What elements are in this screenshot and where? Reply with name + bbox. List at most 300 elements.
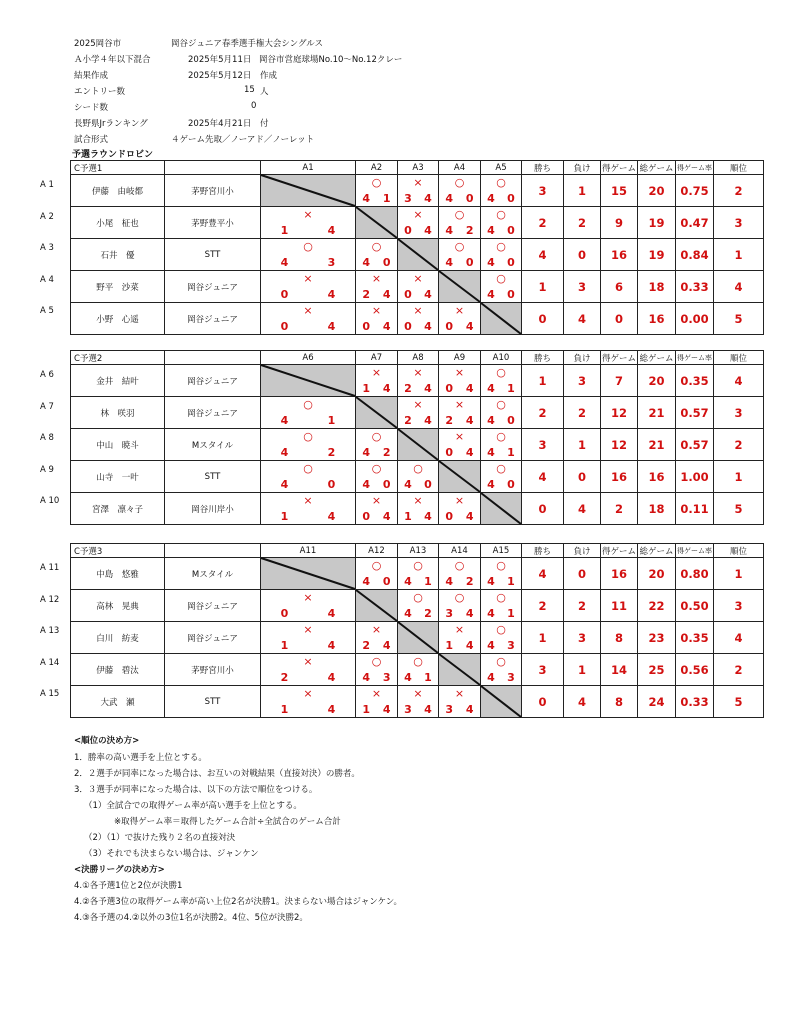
match-result-cell — [481, 365, 522, 397]
player-row — [71, 654, 802, 686]
score-opponent: 4 — [424, 414, 432, 427]
opponent-header: A7 — [356, 351, 398, 365]
score-opponent: 4 — [382, 288, 391, 301]
score-own: 4 — [404, 575, 412, 588]
final-rules-title: <決勝リーグの決め方> — [74, 865, 165, 875]
score-opponent: 4 — [424, 320, 432, 333]
score-own: 0 — [362, 320, 371, 333]
games-won: 6 — [601, 271, 638, 303]
score-opponent: 4 — [382, 382, 391, 395]
player-label: A 11 — [40, 563, 60, 573]
win-mark-icon: ○ — [496, 559, 506, 572]
self-match-cell — [439, 271, 481, 303]
match-score — [439, 447, 480, 459]
score-own: 4 — [487, 288, 495, 301]
rank: 2 — [714, 654, 764, 686]
player-name: 高林 晃典 — [71, 590, 165, 622]
score-opponent: 1 — [507, 607, 515, 620]
tournament-year: 2025岡谷市 — [74, 39, 122, 49]
games-won: 9 — [601, 207, 638, 239]
match-score — [439, 193, 480, 205]
match-score — [439, 321, 480, 333]
player-row — [71, 271, 802, 303]
score-own: 2 — [280, 671, 289, 684]
games-won: 0 — [601, 303, 638, 335]
score-own: 0 — [445, 510, 454, 523]
score-opponent: 1 — [327, 414, 336, 427]
match-result-cell — [356, 365, 398, 397]
rank-rule: ※取得ゲーム率＝取得したゲーム合計÷全試合のゲーム合計 — [114, 817, 341, 827]
wins: 0 — [522, 493, 564, 525]
match-result-cell — [439, 622, 481, 654]
match-score — [481, 257, 521, 269]
win-mark-icon: ○ — [371, 240, 382, 253]
loss-mark-icon: × — [303, 623, 313, 636]
match-result-cell — [398, 303, 439, 335]
ranking-suffix: 付 — [260, 119, 269, 129]
score-own: 4 — [445, 224, 454, 237]
games-total: 19 — [638, 239, 676, 271]
score-opponent: 4 — [424, 288, 432, 301]
score-opponent: 3 — [327, 256, 336, 269]
player-name: 小尾 柾也 — [71, 207, 165, 239]
match-result-cell — [261, 686, 356, 718]
games-total: 24 — [638, 686, 676, 718]
score-own: 0 — [445, 446, 454, 459]
rank: 5 — [714, 303, 764, 335]
score-own: 4 — [487, 478, 495, 491]
wins: 3 — [522, 429, 564, 461]
wins: 0 — [522, 303, 564, 335]
games-won: 16 — [601, 461, 638, 493]
rank: 2 — [714, 175, 764, 207]
self-match-cell — [398, 429, 439, 461]
match-score — [439, 576, 480, 588]
games-total: 21 — [638, 429, 676, 461]
match-score — [356, 576, 397, 588]
win-mark-icon: ○ — [303, 398, 313, 411]
match-result-cell — [439, 239, 481, 271]
self-match-cell — [481, 686, 522, 718]
ranking-label: 長野県Jrランキング — [74, 119, 148, 129]
match-result-cell — [356, 654, 398, 686]
match-score — [261, 672, 355, 684]
losses: 2 — [564, 397, 601, 429]
score-opponent: 1 — [507, 575, 515, 588]
score-opponent: 4 — [465, 607, 474, 620]
final-rule: 4.①各予選1位と2位が決勝1 — [74, 881, 183, 891]
match-result-cell — [481, 239, 522, 271]
stat-header: 順位 — [714, 351, 764, 365]
match-score — [398, 289, 438, 301]
score-opponent: 0 — [382, 256, 391, 269]
player-name: 野平 沙菜 — [71, 271, 165, 303]
match-score — [481, 193, 521, 205]
games-total: 21 — [638, 397, 676, 429]
player-club: 岡谷ジュニア — [165, 590, 261, 622]
win-mark-icon: ○ — [496, 272, 506, 285]
player-club: 岡谷川岸小 — [165, 493, 261, 525]
loss-mark-icon: × — [303, 591, 313, 604]
losses: 1 — [564, 175, 601, 207]
match-result-cell — [356, 303, 398, 335]
match-score — [481, 289, 521, 301]
match-result-cell — [398, 686, 439, 718]
loss-mark-icon: × — [303, 208, 313, 221]
games-won: 16 — [601, 558, 638, 590]
opponent-header: A1 — [261, 161, 356, 175]
match-result-cell — [261, 461, 356, 493]
score-opponent: 4 — [424, 703, 432, 716]
score-own: 4 — [487, 224, 495, 237]
rank: 3 — [714, 397, 764, 429]
match-result-cell — [398, 397, 439, 429]
games-total: 23 — [638, 622, 676, 654]
rank: 5 — [714, 493, 764, 525]
loss-mark-icon: × — [454, 494, 465, 507]
games-won: 7 — [601, 365, 638, 397]
score-own: 4 — [445, 575, 454, 588]
wins: 4 — [522, 558, 564, 590]
player-club: 茅野宮川小 — [165, 175, 261, 207]
score-own: 2 — [362, 288, 371, 301]
player-row — [71, 175, 802, 207]
entry-unit: 人 — [260, 87, 269, 97]
match-result-cell — [261, 429, 356, 461]
score-opponent: 4 — [465, 320, 474, 333]
match-score — [261, 321, 355, 333]
wins: 1 — [522, 271, 564, 303]
losses: 3 — [564, 365, 601, 397]
self-match-cell — [356, 207, 398, 239]
score-own: 4 — [487, 382, 495, 395]
score-own: 4 — [280, 446, 289, 459]
score-own: 0 — [280, 607, 289, 620]
player-name: 白川 紡麦 — [71, 622, 165, 654]
score-opponent: 0 — [507, 414, 515, 427]
match-score — [398, 415, 438, 427]
win-mark-icon: ○ — [496, 462, 506, 475]
self-match-cell — [481, 303, 522, 335]
loss-mark-icon: × — [454, 366, 465, 379]
match-result-cell — [481, 622, 522, 654]
loss-mark-icon: × — [454, 687, 465, 700]
loss-mark-icon: × — [371, 272, 382, 285]
score-own: 4 — [362, 671, 371, 684]
rank-rule: （3）それでも決まらない場合は、ジャンケン — [84, 849, 259, 859]
stat-header: 勝ち — [522, 351, 564, 365]
opponent-header: A8 — [398, 351, 439, 365]
match-result-cell — [439, 365, 481, 397]
stat-header: 得ゲーム — [601, 351, 638, 365]
self-match-cell — [356, 590, 398, 622]
self-match-cell — [261, 365, 356, 397]
losses: 0 — [564, 239, 601, 271]
loss-mark-icon: × — [371, 687, 382, 700]
final-rule: 4.②各予選3位の取得ゲーム率が高い上位2名が決勝1。決まらない場合はジャンケン。 — [74, 897, 403, 907]
match-result-cell — [261, 239, 356, 271]
rank: 4 — [714, 365, 764, 397]
match-result-cell — [261, 271, 356, 303]
match-result-cell — [439, 397, 481, 429]
score-opponent: 4 — [465, 446, 474, 459]
rank: 3 — [714, 590, 764, 622]
wins: 0 — [522, 686, 564, 718]
score-opponent: 4 — [327, 639, 336, 652]
score-own: 4 — [487, 446, 495, 459]
win-mark-icon: ○ — [303, 462, 313, 475]
match-result-cell — [261, 207, 356, 239]
match-result-cell — [398, 271, 439, 303]
score-opponent: 0 — [327, 478, 336, 491]
stat-header: 得ゲーム率 — [676, 351, 714, 365]
score-opponent: 0 — [465, 192, 474, 205]
stat-header: 順位 — [714, 544, 764, 558]
match-result-cell — [398, 461, 439, 493]
match-score — [356, 383, 397, 395]
match-score — [398, 511, 438, 523]
win-mark-icon: ○ — [413, 559, 423, 572]
match-score — [356, 479, 397, 491]
wins: 3 — [522, 654, 564, 686]
loss-mark-icon: × — [371, 304, 382, 317]
games-total: 19 — [638, 207, 676, 239]
rank-rule: 3．３選手が同率になった場合は、以下の方法で順位をつける。 — [74, 785, 318, 795]
win-mark-icon: ○ — [496, 398, 506, 411]
match-result-cell — [356, 558, 398, 590]
score-own: 4 — [487, 256, 495, 269]
match-result-cell — [439, 303, 481, 335]
player-club: 岡谷ジュニア — [165, 397, 261, 429]
score-opponent: 4 — [327, 607, 336, 620]
opponent-header: A9 — [439, 351, 481, 365]
score-own: 1 — [362, 382, 371, 395]
match-score — [356, 447, 397, 459]
group-table — [70, 350, 802, 525]
match-result-cell — [439, 686, 481, 718]
player-club: 岡谷ジュニア — [165, 365, 261, 397]
opponent-header: A13 — [398, 544, 439, 558]
group-name: C予選2 — [71, 351, 165, 365]
section-title: 予選ラウンドロビン — [72, 150, 154, 160]
stat-header: 得ゲーム — [601, 161, 638, 175]
seed-count: 0 — [251, 101, 257, 111]
stat-header: 負け — [564, 544, 601, 558]
player-club: 茅野宮川小 — [165, 654, 261, 686]
match-score — [261, 257, 355, 269]
score-opponent: 4 — [327, 320, 336, 333]
score-own: 4 — [280, 414, 289, 427]
score-opponent: 4 — [465, 703, 474, 716]
opponent-header: A3 — [398, 161, 439, 175]
player-row — [71, 429, 802, 461]
score-own: 4 — [362, 256, 371, 269]
match-score — [439, 415, 480, 427]
player-row — [71, 239, 802, 271]
player-row — [71, 493, 802, 525]
losses: 3 — [564, 271, 601, 303]
player-label: A 6 — [40, 370, 54, 380]
games-won: 12 — [601, 397, 638, 429]
match-score — [481, 640, 521, 652]
win-mark-icon: ○ — [454, 559, 465, 572]
score-opponent: 4 — [424, 224, 432, 237]
match-score — [261, 225, 355, 237]
score-own: 2 — [404, 382, 412, 395]
loss-mark-icon: × — [413, 208, 423, 221]
score-own: 1 — [404, 510, 412, 523]
score-own: 4 — [362, 446, 371, 459]
match-result-cell — [356, 429, 398, 461]
game-rate: 0.35 — [676, 622, 714, 654]
rank: 1 — [714, 239, 764, 271]
game-rate: 0.75 — [676, 175, 714, 207]
stat-header: 総ゲーム — [638, 351, 676, 365]
match-score — [356, 511, 397, 523]
loss-mark-icon: × — [303, 304, 313, 317]
win-mark-icon: ○ — [496, 591, 506, 604]
win-mark-icon: ○ — [496, 240, 506, 253]
score-own: 3 — [445, 607, 454, 620]
opponent-header: A15 — [481, 544, 522, 558]
rank: 2 — [714, 429, 764, 461]
header-blank — [165, 161, 261, 175]
losses: 3 — [564, 622, 601, 654]
game-rate: 0.11 — [676, 493, 714, 525]
score-opponent: 1 — [507, 382, 515, 395]
loss-mark-icon: × — [454, 398, 465, 411]
score-own: 4 — [362, 478, 371, 491]
score-opponent: 4 — [465, 510, 474, 523]
match-score — [481, 672, 521, 684]
match-score — [439, 511, 480, 523]
rank: 4 — [714, 622, 764, 654]
games-total: 16 — [638, 303, 676, 335]
match-score — [261, 640, 355, 652]
opponent-header: A2 — [356, 161, 398, 175]
score-own: 4 — [280, 478, 289, 491]
match-score — [481, 479, 521, 491]
match-score — [356, 321, 397, 333]
format-label: 試合形式 — [74, 135, 109, 145]
score-opponent: 4 — [327, 510, 336, 523]
stat-header: 総ゲーム — [638, 544, 676, 558]
match-score — [261, 704, 355, 716]
losses: 2 — [564, 207, 601, 239]
win-mark-icon: ○ — [454, 176, 465, 189]
match-score — [439, 704, 480, 716]
score-opponent: 4 — [382, 510, 391, 523]
score-own: 4 — [404, 671, 412, 684]
stat-header: 勝ち — [522, 544, 564, 558]
match-score — [261, 289, 355, 301]
player-label: A 12 — [40, 594, 60, 605]
match-score — [481, 415, 521, 427]
result-label: 結果作成 — [74, 71, 109, 81]
score-own: 1 — [280, 639, 289, 652]
game-rate: 0.47 — [676, 207, 714, 239]
match-score — [398, 608, 438, 620]
match-score — [356, 257, 397, 269]
result-suffix: 作成 — [260, 71, 278, 81]
win-mark-icon: ○ — [496, 655, 506, 668]
player-row — [71, 461, 802, 493]
player-name: 伊藤 由岐都 — [71, 175, 165, 207]
rank-rule: （1）全試合での取得ゲーム率が高い選手を上位とする。 — [84, 801, 302, 811]
score-own: 0 — [404, 320, 412, 333]
score-opponent: 4 — [327, 703, 336, 716]
score-own: 4 — [487, 414, 495, 427]
match-result-cell — [439, 590, 481, 622]
games-total: 18 — [638, 271, 676, 303]
entry-count: 15 — [244, 85, 255, 95]
score-own: 4 — [487, 639, 495, 652]
score-opponent: 4 — [327, 671, 336, 684]
score-opponent: 0 — [507, 288, 515, 301]
ranking-date: 2025年4月21日 — [188, 119, 252, 129]
stat-header: 得ゲーム率 — [676, 161, 714, 175]
match-result-cell — [261, 303, 356, 335]
match-score — [261, 415, 355, 427]
win-mark-icon: ○ — [371, 430, 382, 443]
match-score — [398, 193, 438, 205]
match-score — [261, 511, 355, 523]
match-score — [398, 321, 438, 333]
match-score — [439, 257, 480, 269]
match-result-cell — [481, 558, 522, 590]
games-won: 15 — [601, 175, 638, 207]
win-mark-icon: ○ — [371, 462, 382, 475]
game-rate: 0.84 — [676, 239, 714, 271]
loss-mark-icon: × — [413, 687, 423, 700]
loss-mark-icon: × — [454, 623, 465, 636]
match-result-cell — [439, 558, 481, 590]
match-score — [439, 225, 480, 237]
stat-header: 総ゲーム — [638, 161, 676, 175]
opponent-header: A6 — [261, 351, 356, 365]
loss-mark-icon: × — [371, 366, 382, 379]
table-header-row — [71, 544, 802, 558]
stat-header: 勝ち — [522, 161, 564, 175]
losses: 1 — [564, 429, 601, 461]
stat-header: 負け — [564, 351, 601, 365]
group-table — [70, 160, 802, 335]
match-score — [356, 704, 397, 716]
opponent-header: A5 — [481, 161, 522, 175]
result-date: 2025年5月12日 — [188, 71, 252, 81]
player-label: A 8 — [40, 433, 54, 444]
match-score — [261, 447, 355, 459]
self-match-cell — [356, 397, 398, 429]
match-result-cell — [439, 493, 481, 525]
score-own: 4 — [487, 575, 495, 588]
games-won: 14 — [601, 654, 638, 686]
self-match-cell — [439, 461, 481, 493]
score-opponent: 2 — [327, 446, 336, 459]
score-opponent: 4 — [382, 320, 391, 333]
wins: 1 — [522, 622, 564, 654]
games-won: 2 — [601, 493, 638, 525]
match-score — [356, 640, 397, 652]
losses: 2 — [564, 590, 601, 622]
match-result-cell — [356, 239, 398, 271]
self-match-cell — [398, 239, 439, 271]
score-opponent: 2 — [424, 607, 432, 620]
match-result-cell — [356, 175, 398, 207]
opponent-header: A14 — [439, 544, 481, 558]
stat-header: 負け — [564, 161, 601, 175]
player-name: 大武 瀬 — [71, 686, 165, 718]
